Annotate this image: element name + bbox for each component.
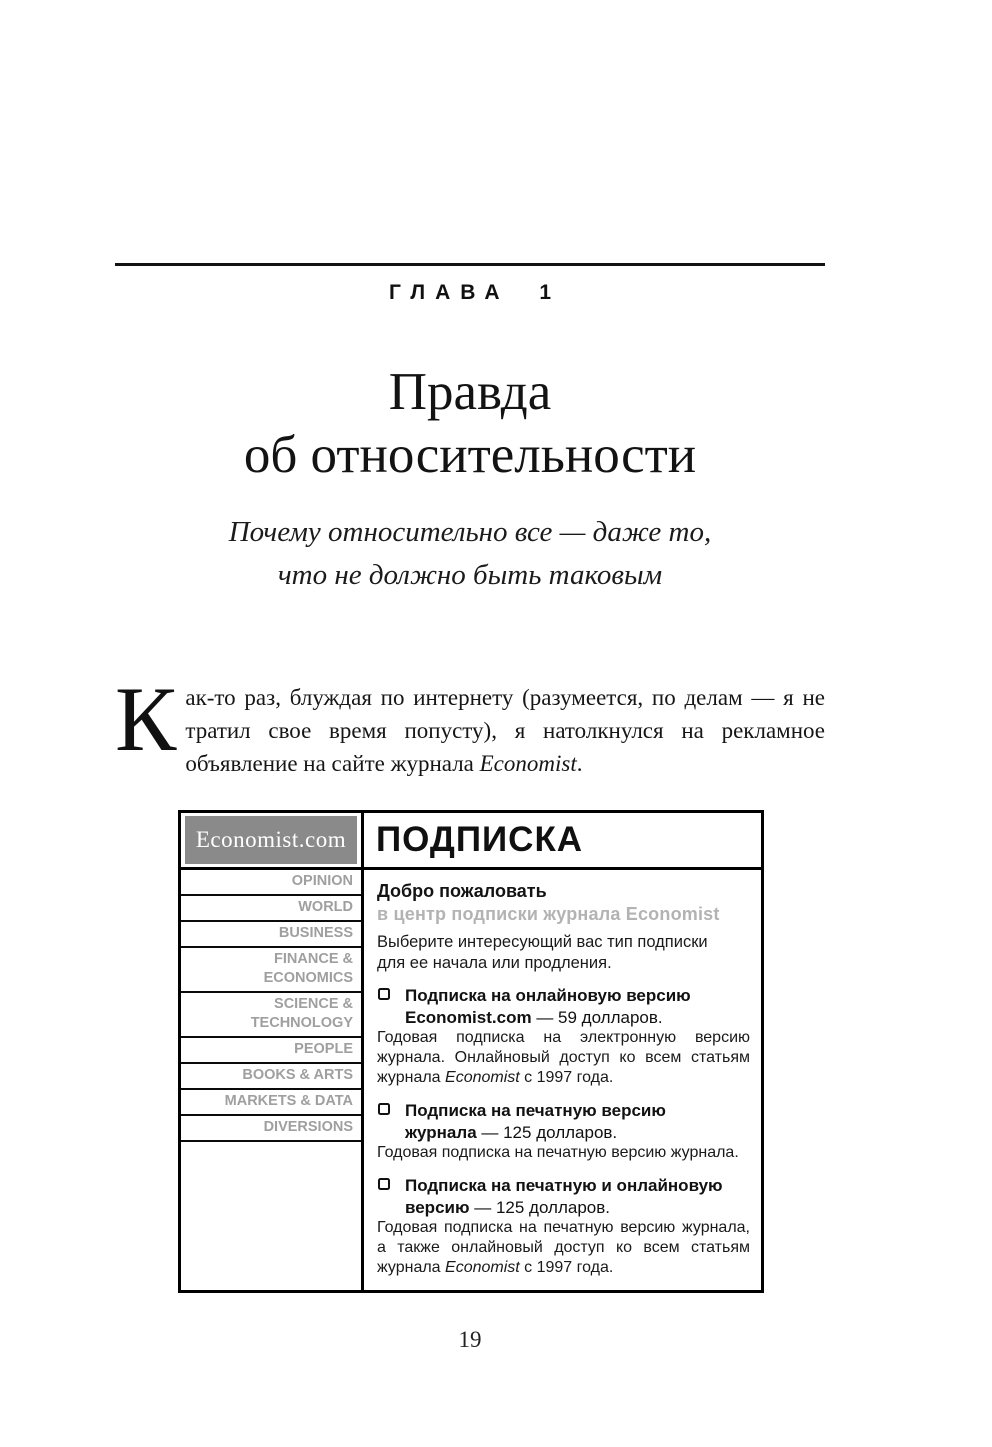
lead-text-end: . xyxy=(576,751,583,776)
intro-text xyxy=(377,932,750,973)
chapter-subtitle xyxy=(115,511,825,597)
lead-paragraph xyxy=(115,668,825,780)
welcome-subtitle: в центр подписки журнала Economist xyxy=(377,904,720,924)
chapter-title-line2: об относительности xyxy=(243,426,697,484)
sidebar-item-science-technology[interactable]: SCIENCE & TECHNOLOGY xyxy=(181,993,361,1038)
option-title-line1: Подписка на онлайновую версию xyxy=(405,986,691,1005)
sidebar-item-business[interactable]: BUSINESS xyxy=(181,922,361,948)
subscription-option-online xyxy=(377,985,750,1088)
option-description xyxy=(377,1143,750,1163)
sidebar-item-markets-data[interactable]: MARKETS & DATA xyxy=(181,1090,361,1116)
intro-line1: Выберите интересующий вас тип подписки xyxy=(377,933,708,951)
option-desc-text: Годовая подписка на печатную версию журнала. xyxy=(377,1144,739,1161)
option-desc-text: Годовая подписка на электронную версию журнала. Онлайновый доступ ко всем статьям журнала xyxy=(377,1029,750,1086)
sidebar-item-people[interactable]: PEOPLE xyxy=(181,1038,361,1064)
sidebar-item-opinion[interactable]: OPINION xyxy=(181,870,361,896)
checkbox-icon[interactable] xyxy=(378,1178,390,1190)
chapter-rule xyxy=(115,263,825,266)
option-desc-italic: Economist xyxy=(445,1259,520,1276)
subscription-option-print-online xyxy=(377,1175,750,1278)
option-title-line2: версию xyxy=(405,1197,470,1217)
sidebar-item-diversions[interactable]: DIVERSIONS xyxy=(181,1116,361,1142)
logo-cell xyxy=(181,813,361,870)
option-desc-end: с 1997 года. xyxy=(519,1259,614,1276)
lead-text-italic: Economist xyxy=(479,751,577,776)
option-title[interactable] xyxy=(377,1175,750,1218)
economist-logo[interactable]: Economist.com xyxy=(185,816,357,864)
ad-content xyxy=(364,870,761,1290)
sidebar-item-world[interactable]: WORLD xyxy=(181,896,361,922)
ad-sidebar xyxy=(181,813,364,1290)
lead-text: ак-то раз, блуждая по интернету (разумеется, по делам — я не тратил свое время попусту), я натолкнулся на рекламное объявление на сайте журнала xyxy=(185,685,825,776)
option-desc-end: с 1997 года. xyxy=(519,1069,614,1086)
option-title[interactable] xyxy=(377,1100,750,1143)
option-price: — 59 долларов. xyxy=(531,1007,663,1027)
option-title-line2: Economist.com xyxy=(405,1007,532,1027)
intro-line2: для ее начала или продления. xyxy=(377,953,612,972)
checkbox-icon[interactable] xyxy=(378,1103,390,1115)
economist-subscription-ad xyxy=(178,810,764,1293)
welcome-title: Добро пожаловать xyxy=(377,881,547,901)
option-description xyxy=(377,1218,750,1278)
text-column xyxy=(115,0,825,1353)
option-title-line2: журнала xyxy=(405,1122,477,1142)
sidebar-item-finance-economics[interactable]: FINANCE & ECONOMICS xyxy=(181,948,361,993)
page-number: 19 xyxy=(458,1327,482,1352)
ad-header-cell xyxy=(364,813,761,870)
chapter-title-line1: Правда xyxy=(388,363,552,421)
option-price: — 125 долларов. xyxy=(469,1197,610,1217)
option-title-line1: Подписка на печатную и онлайновую xyxy=(405,1176,723,1195)
ad-main xyxy=(364,813,761,1290)
sidebar-item-books-arts[interactable]: BOOKS & ARTS xyxy=(181,1064,361,1090)
chapter-title xyxy=(115,361,825,487)
option-price: — 125 долларов. xyxy=(476,1122,618,1142)
option-desc-text: Годовая подписка на печатную версию журнала, а также онлайновый доступ ко всем статьям журнала xyxy=(377,1219,750,1276)
checkbox-icon[interactable] xyxy=(378,988,390,1000)
option-title-line1: Подписка на печатную версию xyxy=(405,1101,666,1120)
drop-cap: К xyxy=(115,668,177,770)
option-title[interactable] xyxy=(377,985,750,1028)
chapter-subtitle-line2: что не должно быть таковым xyxy=(277,559,663,591)
option-desc-italic: Economist xyxy=(445,1069,520,1086)
chapter-subtitle-line1: Почему относительно все — даже то, xyxy=(228,516,712,548)
chapter-heading: ГЛАВА 1 xyxy=(388,281,562,304)
subscription-option-print xyxy=(377,1100,750,1163)
ad-header-title: ПОДПИСКА xyxy=(376,820,584,859)
option-description xyxy=(377,1028,750,1088)
